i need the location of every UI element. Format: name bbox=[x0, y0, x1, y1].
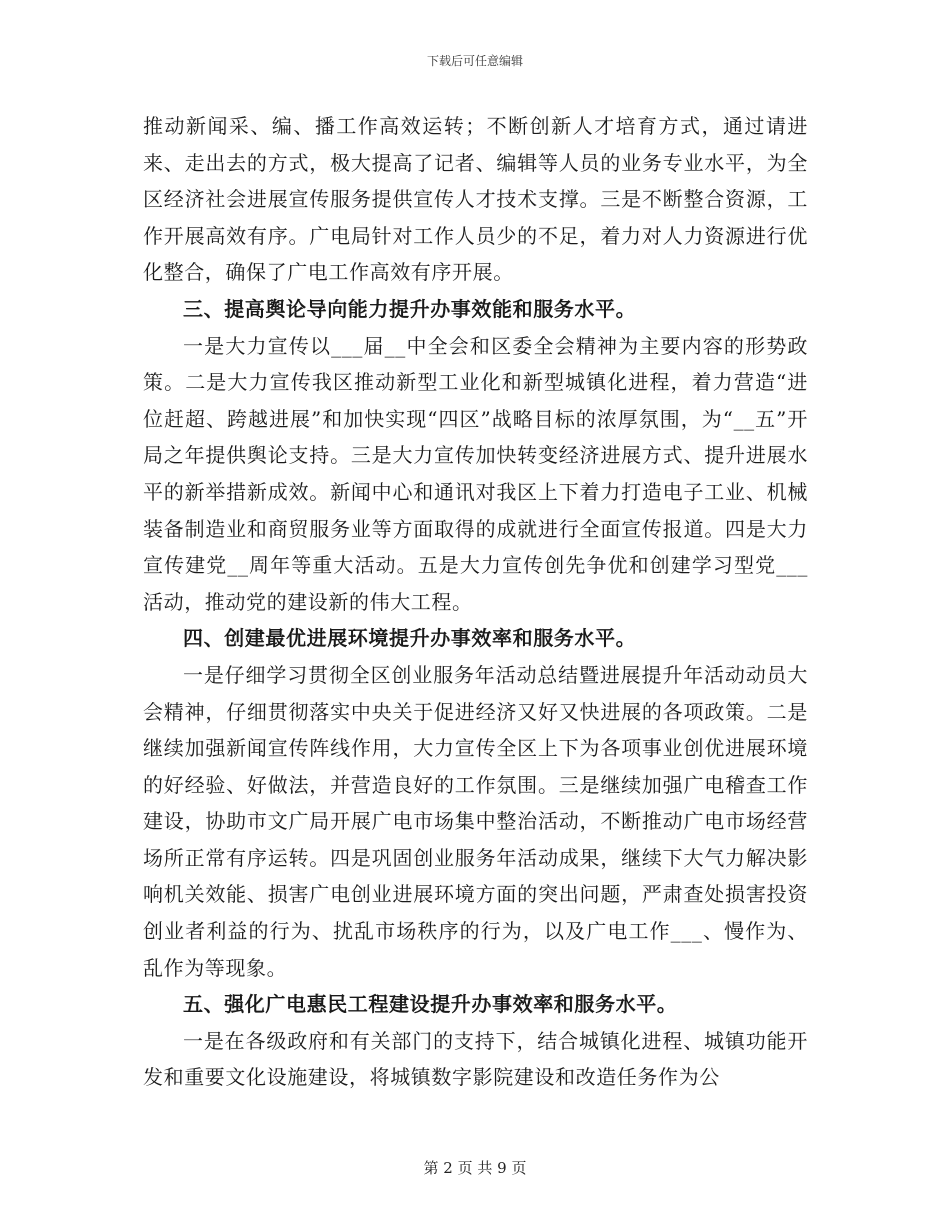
paragraph-section-4: 一是仔细学习贯彻全区创业服务年活动总结暨进展提升年活动动员大会精神，仔细贯彻落实中央关于促进经济又好又快进展的各项政策。二是继续加强新闻宣传阵线作用，大力宣传全区上下为各项事业创优进展环境的好经验、好做法，并营造良好的工作氛围。三是继续加强广电稽查工作建设，协助市文广局开展广电市场集中整治活动，不断推动广电市场经营场所正常有序运转。四是巩固创业服务年活动成果，继续下大气力解决影响机关效能、损害广电创业进展环境方面的突出问题，严肃查处损害投资创业者利益的行为、扰乱市场秩序的行为，以及广电工作___、慢作为、乱作为等现象。 bbox=[143, 662, 808, 980]
page-header-note: 下载后可任意编辑 bbox=[426, 54, 523, 68]
document-body bbox=[143, 108, 808, 1096]
section-heading-3: 三、提高舆论导向能力提升办事效能和服务水平。 bbox=[183, 296, 637, 321]
section-heading-5: 五、强化广电惠民工程建设提升办事效率和服务水平。 bbox=[183, 992, 678, 1017]
paragraph-section-5: 一是在各级政府和有关部门的支持下，结合城镇化进程、城镇功能开发和重要文化设施建设，将城镇数字影院建设和改造任务作为公 bbox=[143, 1028, 808, 1090]
section-heading-4: 四、创建最优进展环境提升办事效率和服务水平。 bbox=[183, 626, 637, 651]
paragraph-continued: 推动新闻采、编、播工作高效运转；不断创新人才培育方式，通过请进来、走出去的方式，极大提高了记者、编辑等人员的业务专业水平，为全区经济社会进展宣传服务提供宣传人才技术支撑。三是不断整合资源，工作开展高效有序。广电局针对工作人员少的不足，着力对人力资源进行优化整合，确保了广电工作高效有序开展。 bbox=[143, 114, 808, 285]
paragraph-section-3: 一是大力宣传以___届__中全会和区委全会精神为主要内容的形势政策。二是大力宣传我区推动新型工业化和新型城镇化进程，着力营造“进位赶超、跨越进展”和加快实现“四区”战略目标的浓厚氛围，为“__五”开局之年提供舆论支持。三是大力宣传加快转变经济进展方式、提升进展水平的新举措新成效。新闻中心和通讯对我区上下着力打造电子工业、机械装备制造业和商贸服务业等方面取得的成就进行全面宣传报道。四是大力宣传建党__周年等重大活动。五是大力宣传创先争优和创建学习型党___活动，推动党的建设新的伟大工程。 bbox=[143, 333, 808, 614]
page-number: 第 2 页 共 9 页 bbox=[423, 1159, 527, 1177]
